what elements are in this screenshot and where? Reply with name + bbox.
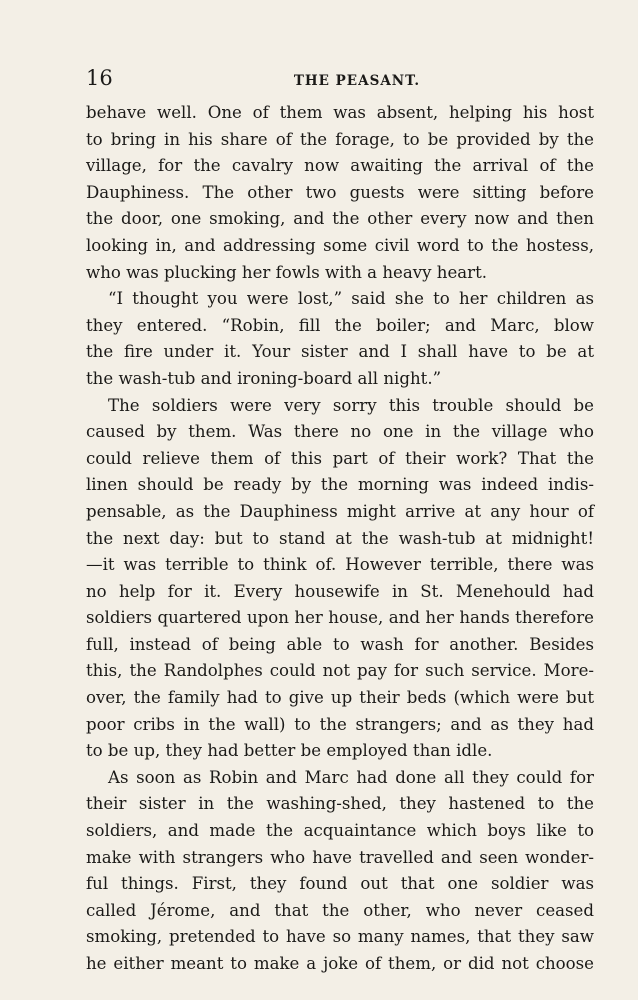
- text-line: called Jérome, and that the other, who never ceased: [86, 900, 594, 920]
- text-line: pensable, as the Dauphiness might arrive at any hour of: [86, 501, 594, 521]
- text-line: no help for it. Every housewife in St. Menehould had: [86, 581, 594, 601]
- text-line: soldiers quartered upon her house, and her hands therefore: [86, 608, 594, 628]
- text-line: caused by them. Was there no one in the village who: [86, 422, 594, 442]
- text-line: —it was terrible to think of. However terrible, there was: [86, 555, 594, 575]
- running-title: THE PEASANT.: [293, 73, 421, 89]
- text-line: full, instead of being able to wash for another. Besides: [86, 634, 594, 654]
- page-number: 16: [86, 66, 113, 90]
- text-line: Dauphiness. The other two guests were sitting before: [86, 182, 594, 202]
- text-line: behave well. One of them was absent, helping his host: [86, 103, 594, 122]
- text-line: looking in, and addressing some civil word to the hostess,: [86, 235, 594, 255]
- text-line: “I thought you were lost,” said she to her children as: [108, 289, 594, 309]
- text-line: The soldiers were very sorry this trouble should be: [108, 395, 594, 415]
- text-line: the door, one smoking, and the other every now and then: [86, 209, 594, 229]
- text-line: they entered. “Robin, fill the boiler; and Marc, blow: [86, 315, 594, 335]
- text-line: could relieve them of this part of their work? That the: [86, 448, 594, 468]
- text-line: to bring in his share of the forage, to be provided by the: [86, 129, 594, 149]
- text-line: As soon as Robin and Marc had done all they could for: [108, 767, 594, 787]
- text-line: the next day: but to stand at the wash-tub at midnight!: [86, 528, 594, 548]
- text-line: the wash-tub and ironing-board all night.”: [86, 368, 442, 388]
- text-line: poor cribs in the wall) to the strangers; and as they had: [86, 714, 594, 734]
- text-line: village, for the cavalry now awaiting the arrival of the: [86, 156, 594, 176]
- page-header: [86, 66, 594, 94]
- text-line: their sister in the washing-shed, they hastened to the: [86, 794, 594, 814]
- text-line: make with strangers who have travelled and seen wonder-: [86, 847, 594, 867]
- text-line: linen should be ready by the morning was indeed indis-: [86, 475, 594, 495]
- text-line: the fire under it. Your sister and I shall have to be at: [86, 342, 594, 362]
- text-line: this, the Randolphes could not pay for such service. More-: [86, 661, 594, 681]
- text-line: who was plucking her fowls with a heavy heart.: [86, 262, 488, 282]
- text-line: smoking, pretended to have so many names, that they saw: [86, 927, 594, 947]
- text-line: soldiers, and made the acquaintance which boys like to: [86, 821, 594, 841]
- text-line: ful things. First, they found out that one soldier was: [86, 874, 594, 894]
- text-line: he either meant to make a joke of them, or did not choose: [86, 954, 594, 973]
- body-text: [86, 100, 594, 978]
- text-line: to be up, they had better be employed than idle.: [86, 741, 493, 761]
- text-line: over, the family had to give up their beds (which were but: [86, 688, 594, 708]
